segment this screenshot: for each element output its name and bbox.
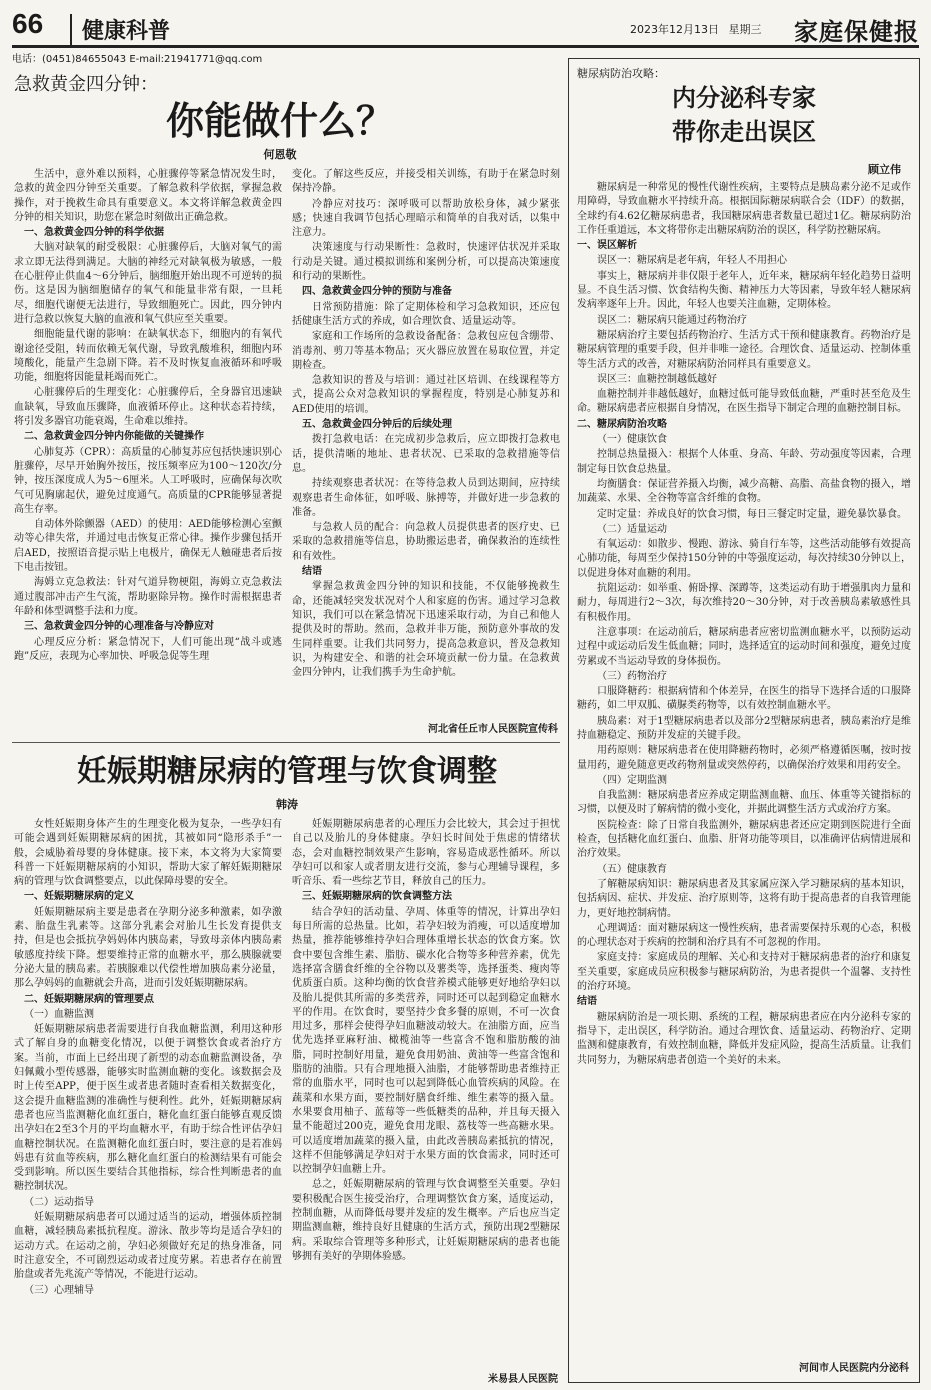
section-heading: 一、误区解析: [577, 240, 637, 252]
sidebar-kicker: 糖尿病防治攻略：: [577, 67, 665, 80]
paragraph: 持续观察患者状况：在等待急救人员到达期间，应持续观察患者生命体征，如呼吸、脉搏等，并做好进一步急救的准备。: [292, 478, 560, 518]
paragraph: 女性妊娠期身体产生的生理变化极为复杂，一些孕妇有可能会遇到妊娠期糖尿病的困扰，其被如同“隐形杀手”一般，会威胁着母婴的身体健康。接下来，本文将为大家简要科普一下妊娠期糖尿病的小知识，帮助大家了解妊娠期糖尿病的管理与饮食调整要点，以此保障母婴的安全。: [14, 819, 282, 888]
sidebar-article: [568, 58, 920, 1383]
article2-column-1: [14, 818, 282, 1366]
article1-columns: [14, 168, 560, 716]
section-heading: 五、急救黄金四分钟后的后续处理: [302, 419, 452, 431]
subsection-heading: （三）药物治疗: [597, 670, 667, 682]
article2-credit: 米易县人民医院: [488, 1374, 558, 1385]
subsection-heading: 误区三：血糖控制越低越好: [597, 373, 717, 385]
paragraph: 医院检查：除了日常自我监测外，糖尿病患者还应定期到医院进行全面检查，包括糖化血红蛋白、血脂、肝肾功能等项目，以准确评估病情进展和治疗效果。: [577, 819, 911, 860]
paragraph: 大脑对缺氧的耐受极限：心脏骤停后，大脑对氧气的需求立即无法得到满足。大脑的神经元对缺氧极为敏感，一般在心脏停止供血4～6分钟后，脑细胞开始出现不可逆转的损伤。这是因为脑细胞储存的氧气和能量非常有限，一旦耗尽，细胞代谢便无法进行，导致细胞死亡。因此，四分钟内进行急救以恢复大脑的血液和氧气供应至关重要。: [14, 242, 282, 325]
sidebar-title-line2: 带你走出误区: [672, 117, 816, 146]
subsection-heading: （一）血糖监测: [24, 1008, 94, 1020]
paragraph: 定时定量：养成良好的饮食习惯，每日三餐定时定量，避免暴饮暴食。: [597, 508, 907, 520]
section-heading: 二、糖尿病防治攻略: [577, 418, 667, 430]
paragraph: 糖尿病是一种常见的慢性代谢性疾病，主要特点是胰岛素分泌不足或作用障碍，导致血糖水平持续升高。根据国际糖尿病联合会（IDF）的数据，全球约有4.62亿糖尿病患者，我国糖尿病患者数量已超过1亿。糖尿病防治工作任重道远，本文将带你走出糖尿病防治的误区，科学防控糖尿病。: [577, 182, 911, 236]
paragraph: 日常预防措施：除了定期体检和学习急救知识，还应包括健康生活方式的养成，如合理饮食、适量运动等。: [292, 301, 560, 327]
paragraph: 均衡膳食：保证营养摄入均衡，减少高糖、高脂、高盐食物的摄入，增加蔬菜、水果、全谷物等富含纤维的食物。: [577, 478, 911, 505]
paper-name: 家庭保健报: [794, 17, 919, 46]
sidebar-credit: 河间市人民医院内分泌科: [799, 1363, 909, 1374]
paragraph: 细胞能量代谢的影响：在缺氧状态下，细胞内的有氧代谢途径受阻，转而依赖无氧代谢，导致乳酸堆积，细胞内环境酸化，能量产生急剧下降。若不及时恢复血液循环和呼吸功能，细胞将因能量耗竭而死亡。: [14, 329, 282, 384]
contact-line: 电话：(0451)84655043 E-mail:21941771@qq.com: [12, 54, 263, 65]
sidebar-title-line1: 内分泌科专家: [672, 83, 816, 112]
paragraph: 血糖控制并非越低越好，血糖过低可能导致低血糖，严重时甚至危及生命。糖尿病患者应根据自身情况，在医生指导下制定合理的血糖控制目标。: [577, 389, 911, 415]
paragraph: 心脏骤停后的生理变化：心脏骤停后，全身器官迅速缺血缺氧，导致血压骤降，血液循环停止。这种状态若持续，将引发多器官功能衰竭，生命难以维持。: [14, 387, 282, 428]
paragraph: 心肺复苏（CPR）：高质量的心肺复苏应包括快速识别心脏骤停，尽早开始胸外按压，按压频率应为100～120次/分钟，按压深度成人为5～6厘米。人工呼吸时，应确保每次吹气可见胸廓起伏，避免过度通气。高质量的CPR能够显著提高生存率。: [14, 446, 282, 515]
issue-date: [630, 21, 762, 37]
section-heading: 二、妊娠期糖尿病的管理要点: [24, 993, 154, 1005]
paragraph: 糖尿病防治是一项长期、系统的工程，糖尿病患者应在内分泌科专家的指导下，走出误区，科学防治。通过合理饮食、适量运动、药物治疗、定期监测和健康教育，有效控制血糖，降低并发症风险，提高生活质量。让我们共同努力，为糖尿病患者创造一个美好的未来。: [577, 1011, 911, 1066]
section-heading: 结语: [302, 566, 322, 578]
page-number: 66: [12, 8, 44, 39]
paragraph: 有氧运动：如散步、慢跑、游泳、骑自行车等，这些活动能够有效提高心肺功能，每周至少保持150分钟的中等强度运动，每次持续30分钟以上，以促进身体对血糖的利用。: [577, 539, 911, 579]
paragraph: 妊娠期糖尿病患者的心理压力会比较大，其会过于担忧自己以及胎儿的身体健康。孕妇长时间处于焦虑的情绪状态，会对血糖控制效果产生影响，容易造成恶性循环。所以孕妇可以和家人或者朋友进行交流，参与心理辅导课程，多听音乐、看一些综艺节目，释放自己的压力。: [292, 819, 560, 888]
paragraph: 事实上，糖尿病并非仅限于老年人，近年来，糖尿病年轻化趋势日益明显。不良生活习惯、饮食结构失衡、精神压力大等因素，导致年轻人糖尿病发病率逐年上升。因此，年轻人也要关注血糖，定期体检。: [577, 270, 911, 311]
paragraph: 急救知识的普及与培训：通过社区培训、在线课程等方式，提高公众对急救知识的掌握程度，特别是心肺复苏和AED使用的培训。: [292, 375, 560, 415]
subsection-heading: （四）定期监测: [597, 774, 667, 786]
paragraph: 海姆立克急救法：针对气道异物梗阻，海姆立克急救法通过腹部冲击产生气流，帮助驱除异物。操作时需根据患者年龄和体型调整手法和力度。: [14, 577, 282, 617]
paragraph: 注意事项：在运动前后，糖尿病患者应密切监测血糖水平，以预防运动过程中或运动后发生低血糖；同时，选择适宜的运动时间和强度，避免过度劳累或不当运动导致的身体损伤。: [577, 626, 911, 667]
section-heading: 三、妊娠期糖尿病的饮食调整方法: [302, 891, 452, 903]
paragraph: 抗阻运动：如举重、俯卧撑、深蹲等，这类运动有助于增强肌肉力量和耐力，每周进行2～3次，每次维持20～30分钟，对于改善胰岛素敏感性具有积极作用。: [577, 583, 911, 623]
paragraph: 总之，妊娠期糖尿病的管理与饮食调整至关重要。孕妇要积极配合医生接受治疗，合理调整饮食方案，适度运动，控制血糖，从而降低母婴并发症的发生概率。产后也应当定期监测血糖，维持良好且健康的生活方式，预防出现2型糖尿病。采取综合管理等多种形式，让妊娠期糖尿病的患者也能够拥有美好的孕期体验感。: [292, 1179, 560, 1262]
section-heading: 结语: [577, 996, 597, 1008]
paragraph: 结合孕妇的活动量、孕周、体重等的情况，计算出孕妇每日所需的总热量。比如，若孕妇较为消瘦，可以适度增加热量，推荐能够维持孕妇合理体重增长状态的饮食方案。饮食中要包含维生素、脂肪、碳水化合物等多种营养素，优先选择富含膳食纤维的全谷物以及薯类等，选择蛋类、瘦肉等优质蛋白质。这种均衡的饮食营养模式能够更好地给孕妇以及胎儿提供其所需的多类营养，同时还可以起到稳定血糖水平的作用。在饮食时，要坚持少食多餐的原则，不可一次食用过多，那样会使得孕妇血糖波动较大。在油脂方面，应当优先选择亚麻籽油、橄榄油等一些富含不饱和脂肪酸的油脂，同时控制好用量，避免食用奶油、黄油等一些富含饱和脂肪的油脂。只有合理地摄入油脂，才能够帮助患者维持正常的血脂水平，同时也可以起到降低心血管疾病的风险。在蔬菜和水果方面，要控制好膳食纤维、维生素等的摄入量。水果要食用柚子、蓝莓等一些低糖类的品种，并且每天摄入量不能超过200克，避免食用龙眼、荔枝等一些高糖水果。可以适度增加蔬菜的摄入量，由此改善胰岛素抵抗的情况，这样不但能够满足孕妇对于水果方面的饮食需求，同时还可以控制孕妇血糖上升。: [292, 906, 560, 1176]
paragraph: 胰岛素：对于1型糖尿病患者以及部分2型糖尿病患者，胰岛素治疗是维持血糖稳定、预防并发症的关键手段。: [577, 715, 911, 741]
paragraph: 口服降糖药：根据病情和个体差异，在医生的指导下选择合适的口服降糖药，如二甲双胍、磺脲类药物等，以有效控制血糖水平。: [577, 686, 911, 712]
article1-column-1: [14, 168, 282, 716]
paragraph: 自我监测：糖尿病患者应养成定期监测血糖、血压、体重等关键指标的习惯，以便及时了解病情的微小变化，并据此调整生活方式或治疗方案。: [577, 790, 911, 816]
subsection-heading: （一）健康饮食: [597, 434, 667, 446]
section-heading: 三、急救黄金四分钟的心理准备与冷静应对: [24, 621, 214, 633]
article1-title: 你能做什么？: [165, 98, 394, 143]
paragraph: 妊娠期糖尿病患者可以通过适当的运动，增强体质控制血糖，减轻胰岛素抵抗程度。游泳、散步等均是适合孕妇的运动方式。在运动之前，孕妇必须做好充足的热身准备，同时注意安全，不可剧烈运动或者过度劳累。若患者存在前置胎盘或者先兆流产等情况，不能进行运动。: [14, 1212, 282, 1281]
article-divider: [12, 742, 560, 743]
paragraph: 心理调适：面对糖尿病这一慢性疾病，患者需要保持乐观的心态，积极的心理状态对于疾病的控制和治疗具有不可忽视的作用。: [577, 922, 911, 949]
section-name: 健康科普: [70, 14, 170, 45]
paragraph: 用药原则：糖尿病患者在使用降糖药物时，必须严格遵循医嘱，按时按量用药，避免随意更改药物剂量或突然停药，以确保治疗效果和用药安全。: [577, 745, 911, 771]
subsection-heading: 误区一：糖尿病是老年病，年轻人不用担心: [597, 255, 787, 267]
sidebar-author: 顾立伟: [868, 163, 901, 176]
paragraph: 与急救人员的配合：向急救人员提供患者的医疗史、已采取的急救措施等信息，协助搬运患者，确保救治的连续性和有效性。: [292, 522, 560, 562]
article1-credit: 河北省任丘市人民医院宣传科: [428, 724, 558, 735]
paragraph: 家庭和工作场所的急救设备配备：急救包应包含绷带、消毒剂、剪刀等基本物品；灭火器应放置在易取位置，并定期检查。: [292, 331, 560, 371]
paragraph: 心理反应分析：紧急情况下，人们可能出现“战斗或逃跑”反应，表现为心率加快、呼吸急促等生理: [14, 636, 282, 662]
section-heading: 二、急救黄金四分钟内你能做的关键操作: [24, 431, 204, 443]
article1-kicker: 急救黄金四分钟：: [14, 74, 158, 95]
paragraph: 糖尿病治疗主要包括药物治疗、生活方式干预和健康教育。药物治疗是糖尿病管理的重要手段，但并非唯一途径。合理饮食、适量运动、控制体重等生活方式的改善，对糖尿病防治同样具有重要意义。: [577, 329, 911, 370]
masthead: [12, 8, 919, 48]
paragraph: 决策速度与行动果断性：急救时，快速评估状况并采取行动是关键。通过模拟训练和案例分析，可以提高决策速度和行动的果断性。: [292, 242, 560, 283]
article1-column-2: [292, 168, 560, 716]
paragraph: 家庭支持：家庭成员的理解、关心和支持对于糖尿病患者的治疗和康复至关重要，家庭成员应积极参与糖尿病防治，为患者提供一个温馨、支持性的治疗环境。: [577, 952, 911, 993]
paragraph: 掌握急救黄金四分钟的知识和技能，不仅能够挽救生命，还能减轻突发状况对个人和家庭的伤害。通过学习急救知识，我们可以在紧急情况下迅速采取行动，为自己和他人提供及时的帮助。然而，急救并非万能，预防意外事故的发生同样重要。让我们共同努力，提高急救意识，普及急救知识，为构建安全、和谐的社会环境贡献一份力量。在急救黄金四分钟内，让我们携手为生命护航。: [292, 581, 560, 679]
paragraph: 生活中，意外难以预料，心脏骤停等紧急情况发生时，急救的黄金四分钟至关重要。了解急救科学依据，掌握急救操作，对于挽救生命具有重要意义。本文将详解急救黄金四分钟的相关知识，助您在紧急时刻做出正确急救。: [14, 169, 282, 223]
article1-author: 何恩敬: [263, 148, 297, 161]
issue-weekday: 星期三: [728, 23, 762, 36]
paragraph: 自动体外除颤器（AED）的使用：AED能够检测心室颤动等心律失常，并通过电击恢复正常心律。操作步骤包括开启AED，按照语音提示贴上电极片，确保无人触碰患者后按下电击按钮。: [14, 519, 282, 574]
subsection-heading: （二）运动指导: [24, 1196, 94, 1208]
subsection-heading: （三）心理辅导: [24, 1284, 94, 1296]
section-heading: 四、急救黄金四分钟的预防与准备: [302, 286, 452, 298]
subsection-heading: （五）健康教育: [597, 863, 667, 875]
article2-columns: [14, 818, 560, 1366]
sidebar-body: [577, 181, 911, 1356]
subsection-heading: （二）适量运动: [597, 523, 667, 535]
sidebar-title: [569, 81, 919, 149]
paragraph: 变化。了解这些反应，并接受相关训练，有助于在紧急时刻保持冷静。: [292, 169, 560, 195]
section-heading: 一、妊娠期糖尿病的定义: [24, 891, 134, 903]
paragraph: 妊娠期糖尿病主要是患者在孕期分泌多种激素，如孕激素、胎盘生乳素等。这部分乳素会对胎儿生长发育提供支持，但是也会抵抗孕妈妈体内胰岛素，导致母亲体内胰岛素敏感度持续下降。想要维持正常的血糖水平，那么胰腺就要分泌大量的胰岛素。若胰腺难以代偿性增加胰岛素分泌量，那么孕妈妈的血糖就会升高，进而引发妊娠期糖尿病。: [14, 906, 282, 990]
issue-date-text: 2023年12月13日: [630, 23, 719, 36]
paragraph: 冷静应对技巧：深呼吸可以帮助放松身体，减少紧张感；快速自我调节包括心理暗示和简单的自我对话，以集中注意力。: [292, 198, 560, 239]
article2-column-2: [292, 818, 560, 1366]
paragraph: 妊娠期糖尿病患者需要进行自我血糖监测，利用这种形式了解自身的血糖变化情况，以便于调整饮食或者治疗方案。当前，市面上已经出现了新型的动态血糖监测设备，孕妇佩戴小型传感器，能够实时监测血糖的变化。该数据会及时上传至APP，便于医生或者患者随时查看相关数据变化，这会提升血糖监测的准确性与便利性。此外，妊娠期糖尿病患者也应当监测糖化血红蛋白，糖化血红蛋白能够直观反馈出孕妇在2至3个月的平均血糖水平，有助于综合性评估孕妇血糖控制状况。在监测糖化血红蛋白时，要注意的是若准妈妈患有贫血等疾病，那么糖化血红蛋白的检测结果有可能会受到影响。所以医生要结合其他指标，综合性判断患者的血糖控制状况。: [14, 1024, 282, 1193]
section-heading: 一、急救黄金四分钟的科学依据: [24, 227, 164, 239]
article2-title: 妊娠期糖尿病的管理与饮食调整: [77, 754, 497, 789]
article2-author: 韩涛: [276, 798, 298, 811]
paragraph: 控制总热量摄入：根据个人体重、身高、年龄、劳动强度等因素，合理制定每日饮食总热量。: [577, 449, 911, 475]
paragraph: 拨打急救电话：在完成初步急救后，应立即拨打急救电话，提供清晰的地址、患者状况、已采取的急救措施等信息。: [292, 434, 560, 474]
paragraph: 了解糖尿病知识：糖尿病患者及其家属应深入学习糖尿病的基本知识，包括病因、症状、并发症、治疗原则等，这将有助于提高患者的自我管理能力，更好地控制病情。: [577, 878, 911, 919]
subsection-heading: 误区二：糖尿病只能通过药物治疗: [597, 314, 747, 326]
